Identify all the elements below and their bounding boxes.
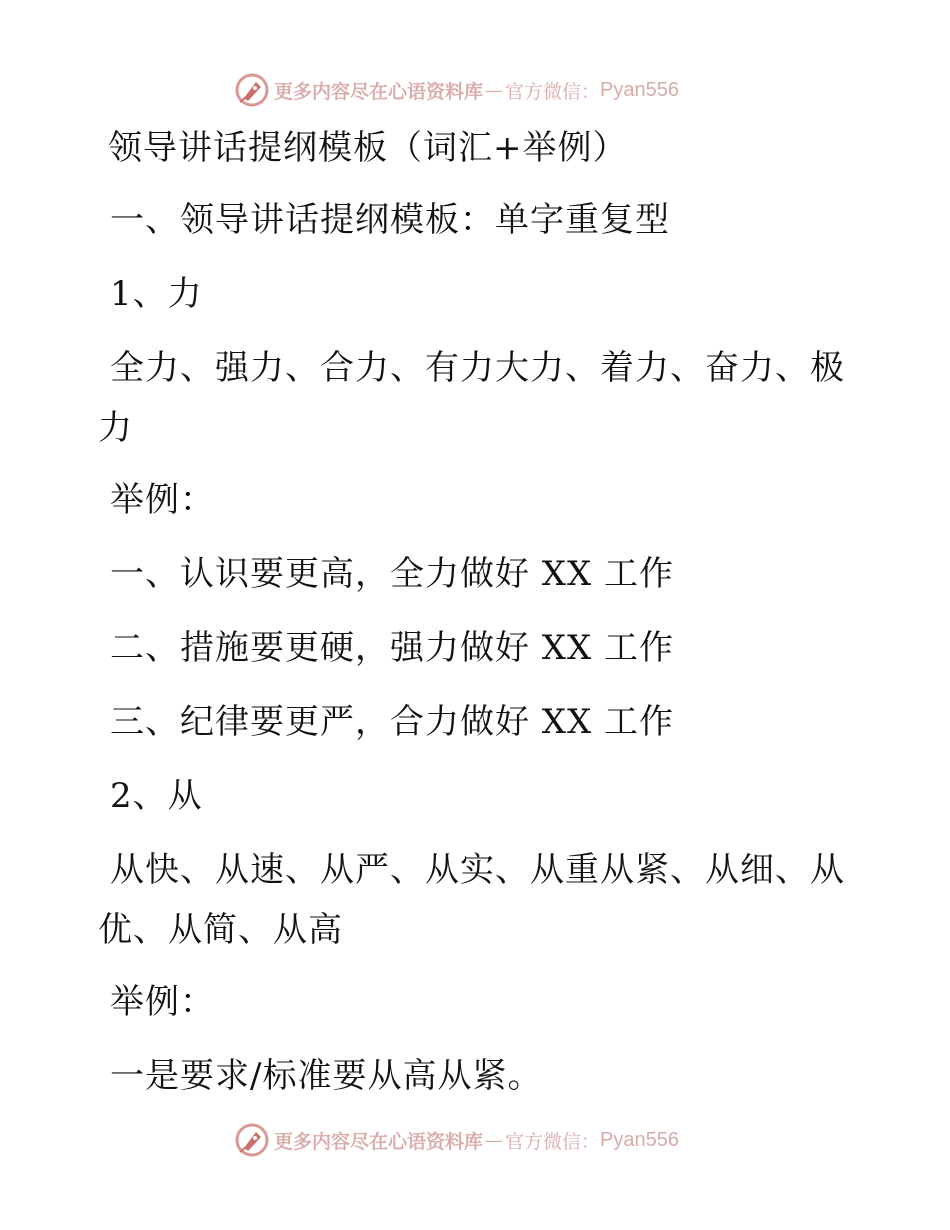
watermark-dash: — [485, 79, 504, 101]
item-1-example-3: 三、纪律要更严，合力做好 XX 工作 [110, 702, 675, 742]
watermark-wechat-id: Pyan556 [600, 1128, 679, 1151]
section-heading: 一、领导讲话提纲模板：单字重复型 [110, 200, 670, 240]
watermark-dash: — [485, 1129, 504, 1151]
item-1-example-1: 一、认识要更高，全力做好 XX 工作 [110, 554, 675, 594]
item-1-heading: 1、力 [110, 274, 203, 314]
watermark-official-label: 官方微信： [505, 1130, 601, 1153]
pen-nib-logo-icon [234, 1122, 270, 1158]
watermark-official-label: 官方微信： [505, 80, 601, 103]
item-2-words-line-1: 从快、从速、从严、从实、从重从紧、从细、从 [110, 850, 845, 890]
footer-watermark [234, 1120, 679, 1160]
watermark-brand-text: 更多内容尽在心语资料库 [274, 1130, 484, 1153]
item-1-example-2: 二、措施要更硬，强力做好 XX 工作 [110, 628, 675, 668]
item-2-words-line-2: 优、从简、从高 [98, 910, 343, 950]
item-1-words-line-2: 力 [98, 408, 133, 448]
document-title: 领导讲话提纲模板（词汇+举例） [108, 128, 628, 168]
item-1-words-line-1: 全力、强力、合力、有力大力、着力、奋力、极 [110, 348, 845, 388]
watermark-wechat-id: Pyan556 [600, 78, 679, 101]
item-1-example-label: 举例： [110, 480, 215, 520]
pen-nib-logo-icon [234, 72, 270, 108]
item-2-heading: 2、从 [110, 776, 203, 816]
watermark-brand-text: 更多内容尽在心语资料库 [274, 80, 484, 103]
header-watermark [234, 70, 679, 110]
item-2-example-label: 举例： [110, 982, 215, 1022]
item-2-example-1: 一是要求/标准要从高从紧。 [110, 1056, 543, 1096]
